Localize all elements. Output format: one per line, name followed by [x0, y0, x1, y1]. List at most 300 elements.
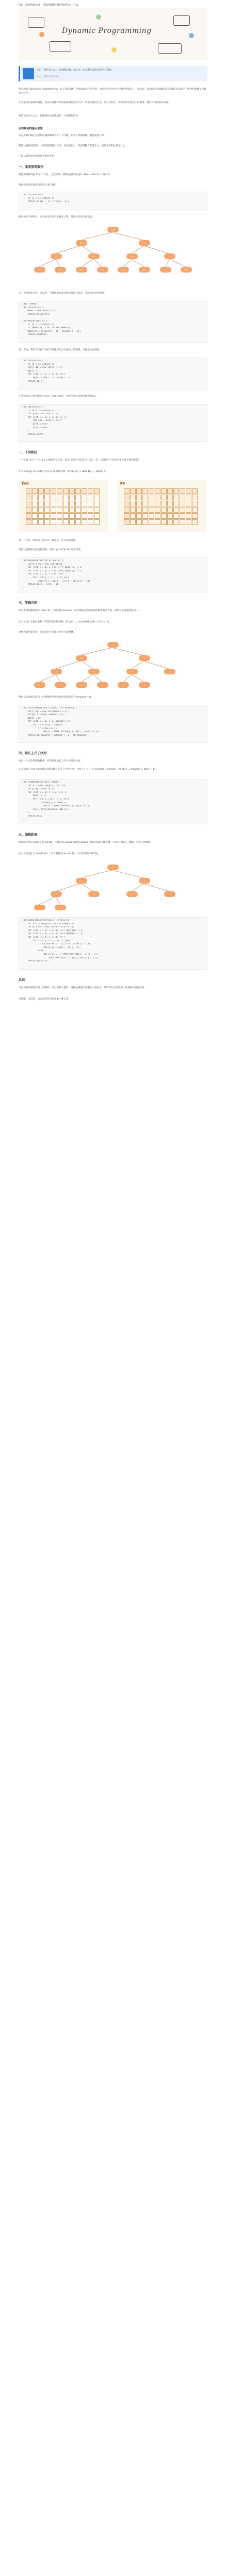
- grid-cell: [136, 513, 142, 519]
- code-block: [19, 705, 207, 743]
- code-line: if (a.charAt(i - 1) == b.charAt(j - 1)): [22, 943, 90, 946]
- paragraph: 一个机器人位于一个 m x n 网格的左上角，每次只能向下或者向右移动一步，问到达右下角共有多少条不同的路径？: [19, 459, 141, 462]
- grid-caption: 初始化: [22, 482, 30, 485]
- tree-node: f(0): [139, 267, 150, 273]
- code-line: for (int j = 0; j < i; j++): [22, 798, 69, 801]
- grid-cell: [69, 501, 75, 506]
- grid-cell: [136, 501, 142, 506]
- grid-cell: [192, 519, 198, 525]
- paragraph: 解决动态规划问题，一般需要明确三件事：状态是什么、状态转移方程是什么、初始条件和边界是什么。: [19, 145, 128, 147]
- code-line: memo[n] = helper(n - 1) + helper(n - 2);: [22, 330, 81, 333]
- grid-cell: [32, 513, 38, 519]
- tree-edge: [132, 245, 144, 253]
- code-line: return dp[n];: [22, 380, 45, 383]
- grid-cell: [51, 501, 56, 506]
- grid-cell: [149, 513, 154, 519]
- tree-edge: [169, 259, 186, 267]
- tree-node: 5: [97, 682, 108, 688]
- grid-cell: [69, 495, 75, 500]
- code-line: if (coin <= i): [22, 727, 57, 730]
- tree-node: f(2): [126, 253, 138, 259]
- grid-cell: [124, 501, 130, 506]
- grid-cell: [26, 507, 31, 513]
- grid-cell: [94, 501, 100, 506]
- code-block: [19, 301, 207, 343]
- grid-cell: [38, 495, 44, 500]
- code-line: return fib(n - 1) + fib(n - 2);: [22, 200, 69, 204]
- fib-recursion-tree: [19, 225, 207, 286]
- grid-cell: [186, 501, 191, 506]
- grid-cell: [155, 501, 160, 506]
- tree-node: f(4): [76, 240, 87, 246]
- grid-cell: [186, 488, 191, 494]
- code-line: for (int i = 0; i < m; i++) dp[i][0] = 1;: [22, 566, 83, 569]
- tree-edge: [81, 246, 94, 254]
- grid-cell: [173, 519, 179, 525]
- grid-cell: [192, 495, 198, 500]
- tree-node: 8: [126, 669, 138, 674]
- tree-node: 7: [55, 682, 66, 688]
- hero-sketch-box: [158, 43, 182, 54]
- tree-edge: [81, 661, 94, 669]
- tree-node: f(1): [76, 267, 87, 273]
- code-line: }: [22, 204, 24, 207]
- tree-edge: [39, 896, 56, 905]
- hero-sketch-box: [28, 18, 44, 28]
- tree-edge: [113, 232, 144, 241]
- code-line: }: [22, 586, 24, 589]
- grid-cell: [180, 501, 185, 506]
- grid-cell: [94, 519, 100, 525]
- paragraph: 注意到每次只用到前两个状态，因此可以进一步把空间复杂度优化到 O(1)。: [19, 395, 98, 398]
- grid-cell: [63, 495, 69, 500]
- tree-node: 10: [76, 655, 87, 661]
- grid-panel-filled: [117, 480, 206, 532]
- grid-cell: [57, 507, 62, 513]
- hero-dot-icon: [96, 14, 101, 20]
- tree-node: 9: [139, 655, 150, 661]
- code-line: res = Math.max(res, dp[i]);: [22, 808, 69, 811]
- grid-cell: [44, 495, 50, 500]
- tree-edge: [144, 661, 170, 669]
- paragraph: 本文通过几道经典题目，由浅入深地介绍动态规划的思考方式：从暴力递归出发，加入记忆化，再改写成自底向上的递推，最后对空间进行压缩。: [19, 101, 171, 104]
- code-line: int prev = 0, curr = 1;: [22, 413, 58, 416]
- code-line: int helper(int n) {: [22, 319, 48, 323]
- code-line: return res;: [22, 815, 42, 818]
- code-line: for (int i = 1; i <= m; i++): [22, 936, 65, 939]
- paragraph: 多做题、多总结，动态规划并没有想象中那么难。: [19, 998, 71, 1001]
- code-line: int[][] dp = new int[m + 1][n + 1];: [22, 926, 74, 929]
- grid-cell: [149, 495, 154, 500]
- code-line: memo = new int[n + 1];: [22, 310, 57, 313]
- code-line: int[] dp = new int[n + 1];: [22, 366, 62, 369]
- code-line: if (nums[j] < nums[i]): [22, 801, 68, 804]
- tree-node: f(1): [55, 267, 66, 273]
- grid-cell: [88, 495, 93, 500]
- paragraph: 定义 dp[i] 为以 nums[i] 结尾的最长上升子序列长度，对每个 j < i，若 nums[j] < nums[i]，则 dp[i] = max(dp[i], dp[j] + 1)。: [19, 768, 158, 771]
- code-line: int[] dp = new int[n];: [22, 788, 57, 791]
- grid-cell: [38, 507, 44, 513]
- grid-cell: [44, 519, 50, 525]
- grid-cell: [167, 488, 173, 494]
- code-line: }: [22, 436, 24, 439]
- grid-cell: [88, 513, 93, 519]
- grid-cell: [124, 513, 130, 519]
- grid-cell: [75, 519, 81, 525]
- grid-cell: [82, 519, 87, 525]
- code-line: return dp[m - 1][n - 1];: [22, 583, 60, 586]
- code-line: }: [22, 316, 24, 319]
- tree-node: 4: [118, 682, 129, 688]
- grid-cell: [57, 519, 62, 525]
- grid-cell: [149, 501, 154, 506]
- tree-edge: [165, 259, 170, 267]
- paragraph: 利用记忆化或自底向上的递推即可把时间复杂度降到 O(amount * n)。: [19, 696, 93, 699]
- quote-thumbnail-icon: [23, 68, 34, 79]
- grid-cell: [26, 495, 31, 500]
- tree-node: f(1): [164, 253, 175, 259]
- grid-cell: [82, 513, 87, 519]
- grid-cell: [38, 513, 44, 519]
- grid-cell: [82, 501, 87, 506]
- hero-dot-icon: [111, 47, 117, 53]
- code-line: for (int i = 0; i <= m; i++) dp[i][0] = i;: [22, 929, 84, 932]
- tree-edge: [132, 259, 144, 267]
- grid-cell: [130, 495, 136, 500]
- grid-cell: [75, 495, 81, 500]
- tree-node: f(1): [160, 267, 171, 273]
- grid-cell: [94, 495, 100, 500]
- grid-cell: [94, 507, 100, 513]
- code-line: for (int i = 1; i < m; i++): [22, 573, 64, 576]
- grid-cell: [136, 488, 142, 494]
- grid-cell: [63, 513, 69, 519]
- grid-cell: [161, 519, 167, 525]
- code-line: for (int j = 1; j <= n; j++): [22, 939, 71, 942]
- code-line: for (int j = 0; j <= n; j++) dp[0][j] = j;: [22, 933, 84, 936]
- paragraph: 给定一个无序的整数数组，找到其中最长上升子序列的长度。: [19, 760, 83, 762]
- hero-dot-icon: [189, 33, 194, 38]
- tree-edge: [144, 246, 170, 254]
- grid-cell: [192, 501, 198, 506]
- paragraph: 动态规划的核心是把原问题拆解成若干个子问题，记录子问题的解，避免重复计算。: [19, 134, 106, 137]
- grid-cell: [180, 488, 185, 494]
- grid-cell: [32, 507, 38, 513]
- grid-cell: [75, 488, 81, 494]
- code-line: int fib(int n) {: [22, 306, 44, 309]
- code-line: Arrays.fill(dp, amount + 1);: [22, 714, 65, 717]
- grid-cell: [94, 488, 100, 494]
- code-line: int uniquePaths(int m, int n) {: [22, 560, 64, 562]
- grid-cell: [167, 519, 173, 525]
- code-line: }: [22, 737, 24, 740]
- grid-cell: [57, 495, 62, 500]
- code-line: for (int j = 1; j < n; j++): [22, 576, 69, 579]
- tree-edge: [82, 232, 113, 240]
- grid-cell: [161, 513, 167, 519]
- grid-cell: [161, 488, 167, 494]
- tree-node: f(2): [34, 267, 45, 273]
- grid-cell: [161, 495, 167, 500]
- code-block: [19, 404, 207, 442]
- code-line: int n = nums.length, res = 0;: [22, 784, 67, 787]
- tree-node: 5: [164, 669, 175, 674]
- section-heading: 总结: [19, 978, 25, 982]
- source-quote-card[interactable]: [19, 66, 207, 81]
- code-line: dp[1] = 1;: [22, 369, 41, 372]
- tree-edge: [123, 674, 132, 682]
- tree-node: 9: [88, 669, 100, 674]
- grid-cell: [142, 519, 148, 525]
- grid-cell: [192, 513, 198, 519]
- code-line: int lengthOfLIS(int[] nums) {: [22, 781, 61, 784]
- section-heading: 动态规划的基本思想: [19, 127, 43, 130]
- paragraph: 定义 dp[i][j] 表示从起点走到 (i, j) 的路径数，则 dp[i][j] = dp[i-1][j] + dp[i][j-1]。: [19, 470, 109, 473]
- paragraph: 动态规划问题的套路大致相同：先写出暴力递归，再找出重叠子问题加入备忘录，最后改写为自底向上的递推并优化空间。: [19, 987, 147, 989]
- quote-source: 作者：程序员吴师兄: [37, 76, 58, 78]
- code-line: int fib(int n) {: [22, 406, 44, 409]
- tree-edge: [132, 674, 144, 683]
- grid-cell: [82, 507, 87, 513]
- code-line: }: [22, 963, 24, 966]
- grid-figure: [19, 480, 207, 534]
- tree-node: 11: [107, 642, 119, 648]
- grid-cell: [173, 501, 179, 506]
- grid-cell: [155, 495, 160, 500]
- grid-cell: [51, 488, 56, 494]
- code-block: [19, 779, 207, 824]
- tree-edge: [82, 647, 113, 655]
- grid-cell: [51, 513, 56, 519]
- code-line: dp[i][j] = dp[i - 1][j] + dp[i][j - 1];: [22, 580, 90, 583]
- code-line: for (int j = 0; j < n; j++) dp[0][j] = 1;: [22, 569, 83, 572]
- grid-cell: [88, 488, 93, 494]
- grid-cell: [161, 507, 167, 513]
- grid-cell: [63, 519, 69, 525]
- code-line: dp[i] = Math.max(dp[i], dp[j] + 1);: [22, 805, 90, 808]
- tree-node: 0: [51, 891, 62, 897]
- tree-edge: [81, 674, 94, 682]
- recursion-tree: [19, 862, 207, 912]
- tree-edge: [56, 883, 82, 891]
- grid-cell: [130, 488, 136, 494]
- code-line: dp[i] = Math.min(dp[i], dp[i - coin] + 1);: [22, 731, 100, 734]
- grid-cell: [75, 513, 81, 519]
- code-line: int fib(int n) {: [22, 360, 44, 362]
- tree-node: -1: [164, 891, 175, 897]
- code-line: for (int i = 2; i <= n; i++): [22, 373, 65, 376]
- grid-cell: [192, 507, 198, 513]
- grid-cell: [136, 519, 142, 525]
- grid-cell: [142, 488, 148, 494]
- tree-node: f(2): [88, 253, 100, 259]
- grid-cell: [136, 495, 142, 500]
- tree-edge: [39, 674, 56, 682]
- paragraph: 为了去掉重复计算，可以用一个数组把计算过的结果保存起来，这就是记忆化搜索。: [19, 292, 106, 295]
- paragraph: 进一步地，我们可以把自顶向下的递归改为自底向上的递推，这就是动态规划。: [19, 349, 102, 351]
- code-line: }: [22, 811, 29, 815]
- paragraph: 同样先画出递归树，可以看到子问题之间有大量重叠。: [19, 631, 76, 634]
- code-line: for (int coin : coins): [22, 723, 62, 726]
- grid-cell: [124, 507, 130, 513]
- code-line: int[][] dp = new int[m][n];: [22, 563, 64, 566]
- code-line: else: [22, 950, 44, 953]
- tree-edge: [123, 259, 132, 267]
- grid-cell: [57, 501, 62, 506]
- code-line: int minDistance(String a, String b) {: [22, 919, 72, 922]
- section-heading: 四、最长上升子序列: [19, 752, 47, 755]
- grid-cell: [32, 488, 38, 494]
- code-line: int[] memo;: [22, 303, 37, 306]
- grid-cell: [26, 501, 31, 506]
- tree-edge: [113, 648, 144, 656]
- grid-cell: [26, 519, 31, 525]
- code-line: int sum = prev + curr;: [22, 419, 62, 422]
- code-line: return memo[n];: [22, 333, 48, 336]
- code-line: }: [22, 383, 24, 386]
- grid-cell: [155, 519, 160, 525]
- grid-cell: [180, 513, 185, 519]
- grid-cell: [69, 519, 75, 525]
- code-line: int fib(int n) {: [22, 194, 44, 196]
- code-line: for (int i = 2; i <= n; i++) {: [22, 416, 68, 419]
- tree-edge: [113, 870, 144, 878]
- tree-node: 3: [88, 891, 100, 897]
- section-heading: 一、斐波那契数列: [19, 165, 44, 169]
- grid-cell: [63, 507, 69, 513]
- hero-sketch-box: [50, 41, 71, 52]
- hero-dot-icon: [39, 32, 44, 37]
- grid-cell: [180, 495, 185, 500]
- tree-node: 2: [34, 905, 45, 910]
- code-line: int m = a.length(), n = b.length();: [22, 922, 74, 925]
- paragraph: 定义 dp[i] 为凑成金额 i 所需的最少硬币数，则 dp[i] = min(dp[i], dp[i - coin] + 1)。: [19, 621, 111, 623]
- code-line: dp[i] = 1;: [22, 794, 46, 798]
- code-block: [19, 557, 207, 592]
- grid-cell: [161, 501, 167, 506]
- paragraph: 给你两个单词 word1 和 word2，计算出将 word1 转换成 word2 所使用的最少操作数。可以进行插入、删除、替换三种操作。: [19, 841, 153, 844]
- grid-cell: [130, 519, 136, 525]
- grid-cell: [167, 495, 173, 500]
- grid-cell: [124, 488, 130, 494]
- code-line: Math.min(dp[i - 1][j], dp[i][j - 1]));: [22, 956, 100, 959]
- tree-node: 1: [55, 905, 66, 910]
- tree-edge: [81, 259, 94, 267]
- code-line: int[] dp = new int[amount + 1];: [22, 710, 69, 713]
- grid-cell: [155, 507, 160, 513]
- grid-cell: [51, 507, 56, 513]
- paragraph: 给定不同面额的硬币 coins 和一个总金额 amount，计算凑成总金额所需的最少硬币个数，如果无法凑成则返回 -1。: [19, 609, 141, 612]
- code-line: if (n < 2) return n;: [22, 409, 55, 412]
- tree-node: 2: [126, 891, 138, 897]
- tree-node: 3: [139, 878, 150, 884]
- grid-cell: [180, 507, 185, 513]
- grid-cell: [94, 513, 100, 519]
- tree-node: 5: [107, 865, 119, 870]
- paragraph: 按照状态转移方程逐行填表，最后 dp[m-1][n-1] 即为答案。: [19, 549, 83, 551]
- tree-edge: [132, 883, 144, 891]
- grid-cell: [32, 495, 38, 500]
- grid-cell: [38, 488, 44, 494]
- grid-cell: [149, 507, 154, 513]
- grid-cell: [38, 519, 44, 525]
- grid-cell: [26, 513, 31, 519]
- code-block: [19, 358, 207, 389]
- code-line: return helper(n);: [22, 313, 51, 316]
- tree-edge: [82, 870, 113, 878]
- grid-cell: [186, 519, 191, 525]
- grid-cell: [32, 519, 38, 525]
- paragraph: 下面从最简单的斐波那契数列开始。: [19, 155, 57, 158]
- code-line: return dp[m][n];: [22, 960, 49, 963]
- grid-cell: [173, 513, 179, 519]
- code-line: }: [22, 430, 29, 433]
- code-line: curr = sum;: [22, 426, 48, 429]
- tree-node: 4: [76, 682, 87, 688]
- quote-text: 来自「程序员小吴」，经授权转载，给大家一份完整的动态规划学习资料。: [37, 69, 114, 72]
- tree-edge: [132, 660, 144, 669]
- section-heading: 三、零钱兑换: [19, 601, 38, 605]
- tree-node: f(0): [181, 267, 192, 273]
- code-line: return dp[amount] > amount ? -1 : dp[amount];: [22, 734, 88, 737]
- code-line: int coinChange(int[] coins, int amount) {: [22, 707, 77, 709]
- grid-cell: [173, 488, 179, 494]
- code-line: if (n < 2) return n;: [22, 197, 55, 200]
- grid-cell: [44, 513, 50, 519]
- tree-node: f(3): [139, 240, 150, 246]
- code-block: [19, 192, 207, 211]
- grid-caption: 填表: [120, 482, 125, 485]
- grid-cell: [142, 495, 148, 500]
- tree-edge: [94, 674, 103, 683]
- code-block: [19, 917, 207, 970]
- grid-cell: [167, 501, 173, 506]
- paragraph: 最直接的写法就是按照定义进行递归：: [19, 184, 59, 187]
- grid-cell: [155, 513, 160, 519]
- paragraph: 递归树如下图所示，可以看出存在大量重复计算，时间复杂度为指数级。: [19, 216, 95, 218]
- tree-node: f(3): [51, 253, 62, 259]
- tree-node: 8: [34, 682, 45, 688]
- code-line: prev = curr;: [22, 422, 49, 426]
- code-line: dp[i][j] = dp[i - 1][j - 1];: [22, 946, 81, 949]
- paragraph: 斐波那契数列由 0 和 1 开始，之后的每一项都是前两项之和：F(n) = F(n-1) + F(n-2)。: [19, 174, 112, 176]
- grid-cell: [124, 519, 130, 525]
- grid-cell: [167, 507, 173, 513]
- grid-cell: [180, 519, 185, 525]
- grid-cell: [57, 513, 62, 519]
- grid-cell: [130, 501, 136, 506]
- grid-cell: [44, 501, 50, 506]
- hero-title-lettering: Dynamic Programming: [62, 27, 152, 35]
- grid-cell: [142, 513, 148, 519]
- hero-sketch-box: [173, 15, 190, 26]
- tree-edge: [81, 884, 94, 892]
- section-heading: 五、编辑距离: [19, 833, 38, 837]
- tree-edge: [56, 897, 60, 905]
- paragraph: 动态规划（Dynamic Programming，以下简称 DP）是算法面试中的常客，也是很多同学学习过程中的难点。一般来说，能用动态规划解决的问题都具有最优子结构和重叠子问题两个特性。: [19, 88, 206, 95]
- code-line: if (n < 2) return n;: [22, 323, 55, 326]
- hero-banner: [19, 8, 207, 60]
- tree-node: 6: [51, 669, 62, 674]
- paragraph: 第一行与第一列的格子都只有一种走法，作为初始条件。: [19, 539, 78, 542]
- grid-cell: [167, 513, 173, 519]
- grid-cell: [88, 501, 93, 506]
- tree-edge: [56, 674, 60, 682]
- grid-panel-init: [19, 480, 108, 532]
- paragraph: 定义 dp[i][j] 为 word1 前 i 个字符转换到 word2 前 j 个字符的最少操作数。: [19, 853, 100, 855]
- grid-cell: [82, 495, 87, 500]
- grid-cell: [82, 488, 87, 494]
